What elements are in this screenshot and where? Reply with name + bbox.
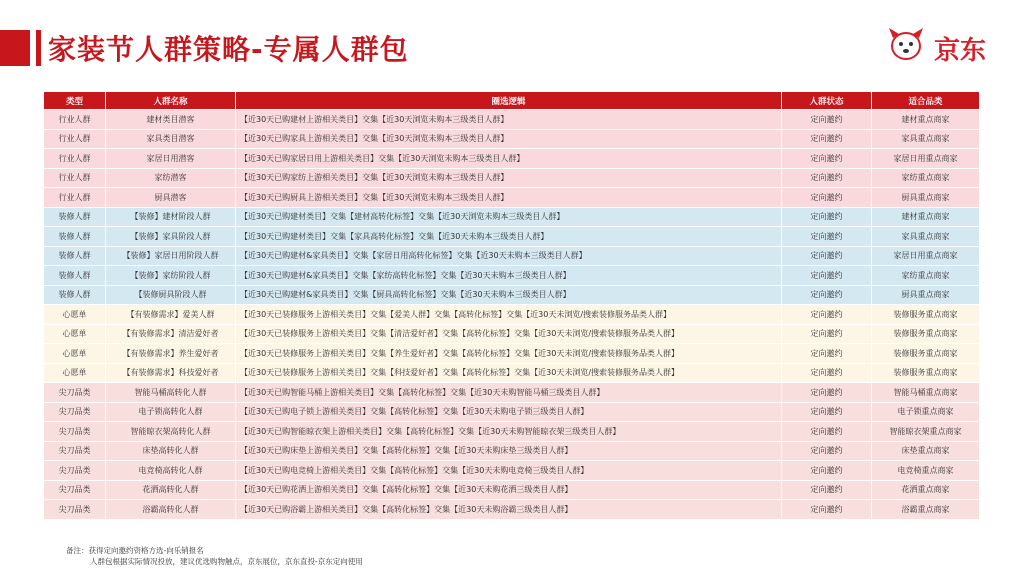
cell-suitable-category: 浴霸重点商家 bbox=[872, 500, 980, 520]
table-row bbox=[44, 246, 980, 266]
header-type: 类型 bbox=[44, 92, 106, 110]
footnote-line-1: 备注：获得定向邀约资格方选-向乐销报名 bbox=[66, 546, 204, 555]
table-row bbox=[44, 480, 980, 500]
cell-suitable-category: 电竞椅重点商家 bbox=[872, 461, 980, 481]
cell-suitable-category: 床垫重点商家 bbox=[872, 441, 980, 461]
table-row bbox=[44, 227, 980, 247]
cell-selection-logic: 【近30天已购家具上游相关类目】交集【近30天浏览未购本三级类目人群】 bbox=[236, 129, 782, 149]
cell-suitable-category: 智能晾衣架重点商家 bbox=[872, 422, 980, 442]
cell-suitable-category: 厨具重点商家 bbox=[872, 188, 980, 208]
table-row bbox=[44, 188, 980, 208]
table-body bbox=[44, 110, 980, 520]
cell-suitable-category: 家具重点商家 bbox=[872, 129, 980, 149]
cell-type: 尖刀品类 bbox=[44, 461, 106, 481]
cell-type: 行业人群 bbox=[44, 168, 106, 188]
cell-audience-status: 定向邀约 bbox=[782, 246, 872, 266]
cell-audience-name: 浴霸高转化人群 bbox=[106, 500, 236, 520]
cell-selection-logic: 【近30天已购建材类目】交集【家具高转化标签】交集【近30天未购本三级类目人群】 bbox=[236, 227, 782, 247]
cell-type: 装修人群 bbox=[44, 285, 106, 305]
cell-selection-logic: 【近30天已购智能马桶上游相关类目】交集【高转化标签】交集【近30天未购智能马桶三级类目人群】 bbox=[236, 383, 782, 403]
cell-audience-status: 定向邀约 bbox=[782, 383, 872, 403]
table-row bbox=[44, 461, 980, 481]
cell-audience-name: 电子锁高转化人群 bbox=[106, 402, 236, 422]
cell-suitable-category: 家居日用重点商家 bbox=[872, 246, 980, 266]
table-row bbox=[44, 344, 980, 364]
cell-audience-status: 定向邀约 bbox=[782, 129, 872, 149]
cell-selection-logic: 【近30天已购建材&家具类目】交集【家居日用高转化标签】交集【近30天未购本三级类目人群】 bbox=[236, 246, 782, 266]
cell-type: 心愿单 bbox=[44, 305, 106, 325]
cell-audience-name: 厨具潜客 bbox=[106, 188, 236, 208]
cell-type: 装修人群 bbox=[44, 227, 106, 247]
cell-type: 尖刀品类 bbox=[44, 441, 106, 461]
table-row bbox=[44, 285, 980, 305]
table-row bbox=[44, 324, 980, 344]
cell-selection-logic: 【近30天已购床垫上游相关类目】交集【高转化标签】交集【近30天未购床垫三级类目人群】 bbox=[236, 441, 782, 461]
cell-type: 尖刀品类 bbox=[44, 402, 106, 422]
cell-selection-logic: 【近30天已购电竞椅上游相关类目】交集【高转化标签】交集【近30天未购电竞椅三级类目人群】 bbox=[236, 461, 782, 481]
cell-audience-name: 家纺潜客 bbox=[106, 168, 236, 188]
table-row bbox=[44, 422, 980, 442]
table-row bbox=[44, 363, 980, 383]
page-title: 家装节人群策略-专属人群包 bbox=[48, 33, 409, 66]
cell-suitable-category: 厨具重点商家 bbox=[872, 285, 980, 305]
cell-audience-name: 【装修】建材阶段人群 bbox=[106, 207, 236, 227]
cell-audience-status: 定向邀约 bbox=[782, 266, 872, 286]
cell-audience-status: 定向邀约 bbox=[782, 149, 872, 169]
cell-selection-logic: 【近30天已购花洒上游相关类目】交集【高转化标签】交集【近30天未购花洒三级类目人群】 bbox=[236, 480, 782, 500]
cell-type: 心愿单 bbox=[44, 344, 106, 364]
table-header-row bbox=[44, 92, 980, 110]
cell-audience-status: 定向邀约 bbox=[782, 344, 872, 364]
cell-type: 尖刀品类 bbox=[44, 500, 106, 520]
table-row bbox=[44, 129, 980, 149]
cell-suitable-category: 建材重点商家 bbox=[872, 207, 980, 227]
table-row bbox=[44, 441, 980, 461]
cell-audience-status: 定向邀约 bbox=[782, 305, 872, 325]
cell-audience-name: 家具类目潜客 bbox=[106, 129, 236, 149]
cell-selection-logic: 【近30天已购建材上游相关类目】交集【近30天浏览未购本三级类目人群】 bbox=[236, 110, 782, 130]
cell-type: 行业人群 bbox=[44, 129, 106, 149]
cell-suitable-category: 装修服务重点商家 bbox=[872, 324, 980, 344]
table-row bbox=[44, 266, 980, 286]
cell-selection-logic: 【近30天已购建材&家具类目】交集【家纺高转化标签】交集【近30天未购本三级类目人群】 bbox=[236, 266, 782, 286]
cell-suitable-category: 家居日用重点商家 bbox=[872, 149, 980, 169]
table-row bbox=[44, 168, 980, 188]
cell-audience-status: 定向邀约 bbox=[782, 188, 872, 208]
cell-suitable-category: 电子锁重点商家 bbox=[872, 402, 980, 422]
cell-audience-name: 智能马桶高转化人群 bbox=[106, 383, 236, 403]
cell-suitable-category: 家具重点商家 bbox=[872, 227, 980, 247]
cell-suitable-category: 智能马桶重点商家 bbox=[872, 383, 980, 403]
cell-audience-name: 【装修】家居日用阶段人群 bbox=[106, 246, 236, 266]
audience-strategy-table bbox=[43, 91, 980, 520]
footnote-line-2: 人群包根据实际情况投放，建议优选购物触点，京东展位，京东直投-京东定向使用 bbox=[90, 557, 363, 566]
cell-selection-logic: 【近30天已购建材&家具类目】交集【厨具高转化标签】交集【近30天未购本三级类目人群】 bbox=[236, 285, 782, 305]
cell-audience-name: 【装修厨具阶段人群 bbox=[106, 285, 236, 305]
footnotes bbox=[66, 545, 363, 567]
table-row bbox=[44, 149, 980, 169]
cell-audience-name: 【有装修需求】爱美人群 bbox=[106, 305, 236, 325]
cell-suitable-category: 家纺重点商家 bbox=[872, 168, 980, 188]
header-audience-name: 人群名称 bbox=[106, 92, 236, 110]
cell-suitable-category: 家纺重点商家 bbox=[872, 266, 980, 286]
cell-suitable-category: 建材重点商家 bbox=[872, 110, 980, 130]
cell-audience-status: 定向邀约 bbox=[782, 402, 872, 422]
title-accent-bar bbox=[36, 30, 41, 66]
title-accent-block bbox=[0, 30, 30, 66]
header-suitable-category: 适合品类 bbox=[872, 92, 980, 110]
table-row bbox=[44, 305, 980, 325]
cell-type: 尖刀品类 bbox=[44, 480, 106, 500]
cell-audience-status: 定向邀约 bbox=[782, 363, 872, 383]
cell-selection-logic: 【近30天已购建材类目】交集【建材高转化标签】交集【近30天浏览未购本三级类目人群】 bbox=[236, 207, 782, 227]
cell-audience-name: 【装修】家纺阶段人群 bbox=[106, 266, 236, 286]
cell-audience-name: 【有装修需求】养生爱好者 bbox=[106, 344, 236, 364]
header-audience-status: 人群状态 bbox=[782, 92, 872, 110]
cell-type: 尖刀品类 bbox=[44, 383, 106, 403]
cell-audience-name: 家居日用潜客 bbox=[106, 149, 236, 169]
table-row bbox=[44, 207, 980, 227]
cell-selection-logic: 【近30天已购浴霸上游相关类目】交集【高转化标签】交集【近30天未购浴霸三级类目人群】 bbox=[236, 500, 782, 520]
cell-type: 装修人群 bbox=[44, 266, 106, 286]
cell-type: 行业人群 bbox=[44, 110, 106, 130]
cell-audience-name: 【有装修需求】清洁爱好者 bbox=[106, 324, 236, 344]
cell-type: 尖刀品类 bbox=[44, 422, 106, 442]
cell-type: 装修人群 bbox=[44, 207, 106, 227]
cell-selection-logic: 【近30天已装修服务上游相关类目】交集【养生爱好者】交集【高转化标签】交集【近30天未浏览/搜索装修服务品类人群】 bbox=[236, 344, 782, 364]
cell-selection-logic: 【近30天已装修服务上游相关类目】交集【清洁爱好者】交集【高转化标签】交集【近30天未浏览/搜索装修服务品类人群】 bbox=[236, 324, 782, 344]
cell-selection-logic: 【近30天已装修服务上游相关类目】交集【爱美人群】交集【高转化标签】交集【近30天未浏览/搜索装修服务品类人群】 bbox=[236, 305, 782, 325]
cell-audience-name: 电竞椅高转化人群 bbox=[106, 461, 236, 481]
cell-audience-name: 【装修】家具阶段人群 bbox=[106, 227, 236, 247]
table-row bbox=[44, 383, 980, 403]
cell-suitable-category: 花洒重点商家 bbox=[872, 480, 980, 500]
cell-audience-name: 床垫高转化人群 bbox=[106, 441, 236, 461]
cell-audience-name: 花洒高转化人群 bbox=[106, 480, 236, 500]
cell-selection-logic: 【近30天已购智能晾衣架上游相关类目】交集【高转化标签】交集【近30天未购智能晾衣架三级类目人群】 bbox=[236, 422, 782, 442]
cell-audience-status: 定向邀约 bbox=[782, 324, 872, 344]
header-selection-logic: 圈选逻辑 bbox=[236, 92, 782, 110]
cell-selection-logic: 【近30天已装修服务上游相关类目】交集【科技爱好者】交集【高转化标签】交集【近30天未浏览/搜索装修服务品类人群】 bbox=[236, 363, 782, 383]
cell-audience-name: 建材类目潜客 bbox=[106, 110, 236, 130]
cell-audience-status: 定向邀约 bbox=[782, 500, 872, 520]
cell-audience-status: 定向邀约 bbox=[782, 461, 872, 481]
cell-audience-status: 定向邀约 bbox=[782, 110, 872, 130]
cell-suitable-category: 装修服务重点商家 bbox=[872, 305, 980, 325]
cell-audience-status: 定向邀约 bbox=[782, 207, 872, 227]
cell-audience-status: 定向邀约 bbox=[782, 441, 872, 461]
cell-suitable-category: 装修服务重点商家 bbox=[872, 363, 980, 383]
cell-type: 心愿单 bbox=[44, 324, 106, 344]
cell-audience-status: 定向邀约 bbox=[782, 422, 872, 442]
cell-selection-logic: 【近30天已购家居日用上游相关类目】交集【近30天浏览未购本三级类目人群】 bbox=[236, 149, 782, 169]
cell-type: 心愿单 bbox=[44, 363, 106, 383]
table-row bbox=[44, 110, 980, 130]
cell-type: 行业人群 bbox=[44, 149, 106, 169]
cell-audience-name: 【有装修需求】科技爱好者 bbox=[106, 363, 236, 383]
table-row bbox=[44, 402, 980, 422]
cell-type: 装修人群 bbox=[44, 246, 106, 266]
jd-dog-logo-icon bbox=[884, 24, 928, 64]
cell-suitable-category: 装修服务重点商家 bbox=[872, 344, 980, 364]
cell-selection-logic: 【近30天已购家纺上游相关类目】交集【近30天浏览未购本三级类目人群】 bbox=[236, 168, 782, 188]
cell-audience-status: 定向邀约 bbox=[782, 285, 872, 305]
table-row bbox=[44, 500, 980, 520]
cell-audience-name: 智能晾衣架高转化人群 bbox=[106, 422, 236, 442]
cell-audience-status: 定向邀约 bbox=[782, 227, 872, 247]
cell-selection-logic: 【近30天已购电子锁上游相关类目】交集【高转化标签】交集【近30天未购电子锁三级类目人群】 bbox=[236, 402, 782, 422]
cell-audience-status: 定向邀约 bbox=[782, 168, 872, 188]
cell-audience-status: 定向邀约 bbox=[782, 480, 872, 500]
cell-selection-logic: 【近30天已购厨具上游相关类目】交集【近30天浏览未购本三级类目人群】 bbox=[236, 188, 782, 208]
jd-logo-text: 京东 bbox=[934, 36, 987, 66]
cell-type: 行业人群 bbox=[44, 188, 106, 208]
